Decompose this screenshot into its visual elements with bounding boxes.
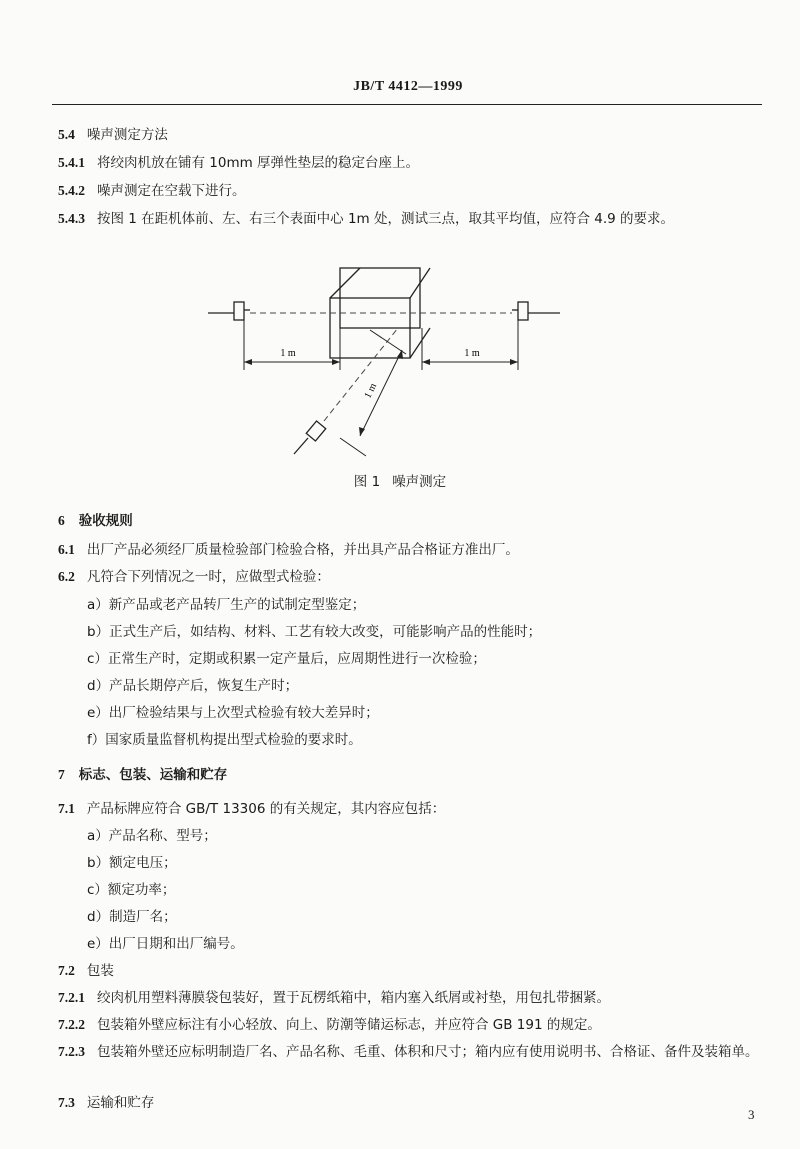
left-dimension-label: 1 m (280, 348, 296, 359)
box-edge (410, 328, 430, 358)
list-item: c）额定功率； (87, 882, 176, 898)
clause-text: 运输和贮存 (86, 1095, 155, 1111)
section-7-heading (58, 766, 227, 784)
clause-text: 将绞肉机放在铺有 10mm 厚弹性垫层的稳定台座上。 (97, 155, 420, 171)
clause-number: 7.3 (58, 1095, 75, 1110)
clause-number: 5.4.1 (58, 155, 85, 170)
clause-number: 7.2.3 (58, 1044, 85, 1059)
front-dimension-label: 1 m (362, 381, 380, 401)
dim-arrow (332, 359, 340, 365)
front-microphone-body (306, 421, 325, 441)
clause-5-4 (58, 126, 168, 144)
clause-text: 凡符合下列情况之一时，应做型式检验： (86, 569, 330, 585)
clause-7-2-2 (58, 1016, 601, 1034)
clause-number: 7.2.2 (58, 1017, 85, 1032)
list-item: f）国家质量监督机构提出型式检验的要求时。 (87, 732, 362, 748)
clause-text: 出厂产品必须经厂质量检验部门检验合格，并出具产品合格证方准出厂。 (86, 542, 519, 558)
clause-5-4-1 (58, 154, 419, 172)
clause-text: 包装 (86, 963, 114, 979)
section-number: 7 (58, 767, 65, 782)
clause-number: 7.2 (58, 963, 75, 978)
front-dim-extension (370, 330, 406, 354)
list-item: d）产品长期停产后，恢复生产时； (87, 678, 299, 694)
clause-text: 产品标牌应符合 GB/T 13306 的有关规定，其内容应包括： (86, 801, 446, 817)
standard-number-header: JB/T 4412—1999 (353, 79, 463, 94)
list-item: a）新产品或老产品转厂生产的试制定型鉴定； (87, 597, 366, 613)
page-number: 3 (748, 1107, 755, 1122)
section-number: 6 (58, 513, 65, 528)
clause-number: 7.1 (58, 801, 75, 816)
section-title: 标志、包装、运输和贮存 (78, 767, 228, 783)
clause-text: 噪声测定方法 (86, 127, 168, 143)
right-dimension-label: 1 m (464, 348, 480, 359)
noise-measurement-diagram (190, 258, 610, 463)
clause-7-1 (58, 800, 445, 818)
right-microphone-body (518, 302, 528, 320)
clause-number: 6.1 (58, 542, 75, 557)
box-edge (330, 268, 360, 298)
list-item: c）正常生产时，定期或积累一定产量后，应周期性进行一次检验； (87, 651, 486, 667)
clause-text: 按图 1 在距机体前、左、右三个表面中心 1m 处，测试三点，取其平均值，应符合 4.9 的要求。 (97, 211, 675, 227)
clause-text: 包装箱外壁应标注有小心轻放、向上、防潮等储运标志，并应符合 GB 191 的规定。 (97, 1017, 601, 1033)
list-item: b）额定电压； (87, 855, 177, 871)
section-title: 验收规则 (78, 513, 133, 529)
clause-number: 5.4.3 (58, 211, 85, 226)
front-microphone-cable (294, 438, 308, 454)
header-rule (52, 104, 762, 105)
list-item: e）出厂检验结果与上次型式检验有较大差异时； (87, 705, 379, 721)
clause-6-1 (58, 541, 519, 559)
figure-caption (0, 470, 800, 490)
dim-arrow (244, 359, 252, 365)
clause-7-2-1 (58, 989, 610, 1007)
clause-text: 噪声测定在空载下进行。 (97, 183, 246, 199)
clause-text: 包装箱外壁还应标明制造厂名、产品名称、毛重、体积和尺寸；箱内应有使用说明书、合格证、备件及装箱单。 (97, 1044, 759, 1060)
dim-arrow (422, 359, 430, 365)
list-item: a）产品名称、型号； (87, 828, 217, 844)
clause-number: 5.4.2 (58, 183, 85, 198)
front-centerline (324, 328, 398, 421)
clause-number: 7.2.1 (58, 990, 85, 1005)
list-item: e）出厂日期和出厂编号。 (87, 936, 244, 952)
section-6-heading (58, 512, 133, 530)
front-dim-extension (340, 438, 366, 456)
clause-7-3 (58, 1094, 154, 1112)
clause-5-4-2 (58, 182, 246, 200)
clause-7-2-3 (58, 1040, 768, 1064)
figure-title: 噪声测定 (392, 474, 447, 490)
clause-6-2 (58, 568, 330, 586)
clause-text: 绞肉机用塑料薄膜袋包装好，置于瓦楞纸箱中，箱内塞入纸屑或衬垫，用包扎带捆紧。 (97, 990, 610, 1006)
clause-7-2 (58, 962, 114, 980)
figure-number: 图 1 (353, 474, 381, 490)
left-microphone-body (234, 302, 244, 320)
clause-5-4-3 (58, 210, 674, 228)
clause-number: 5.4 (58, 127, 75, 142)
dim-arrow (510, 359, 518, 365)
clause-number: 6.2 (58, 569, 75, 584)
list-item: b）正式生产后，如结构、材料、工艺有较大改变，可能影响产品的性能时； (87, 624, 542, 640)
list-item: d）制造厂名； (87, 909, 177, 925)
